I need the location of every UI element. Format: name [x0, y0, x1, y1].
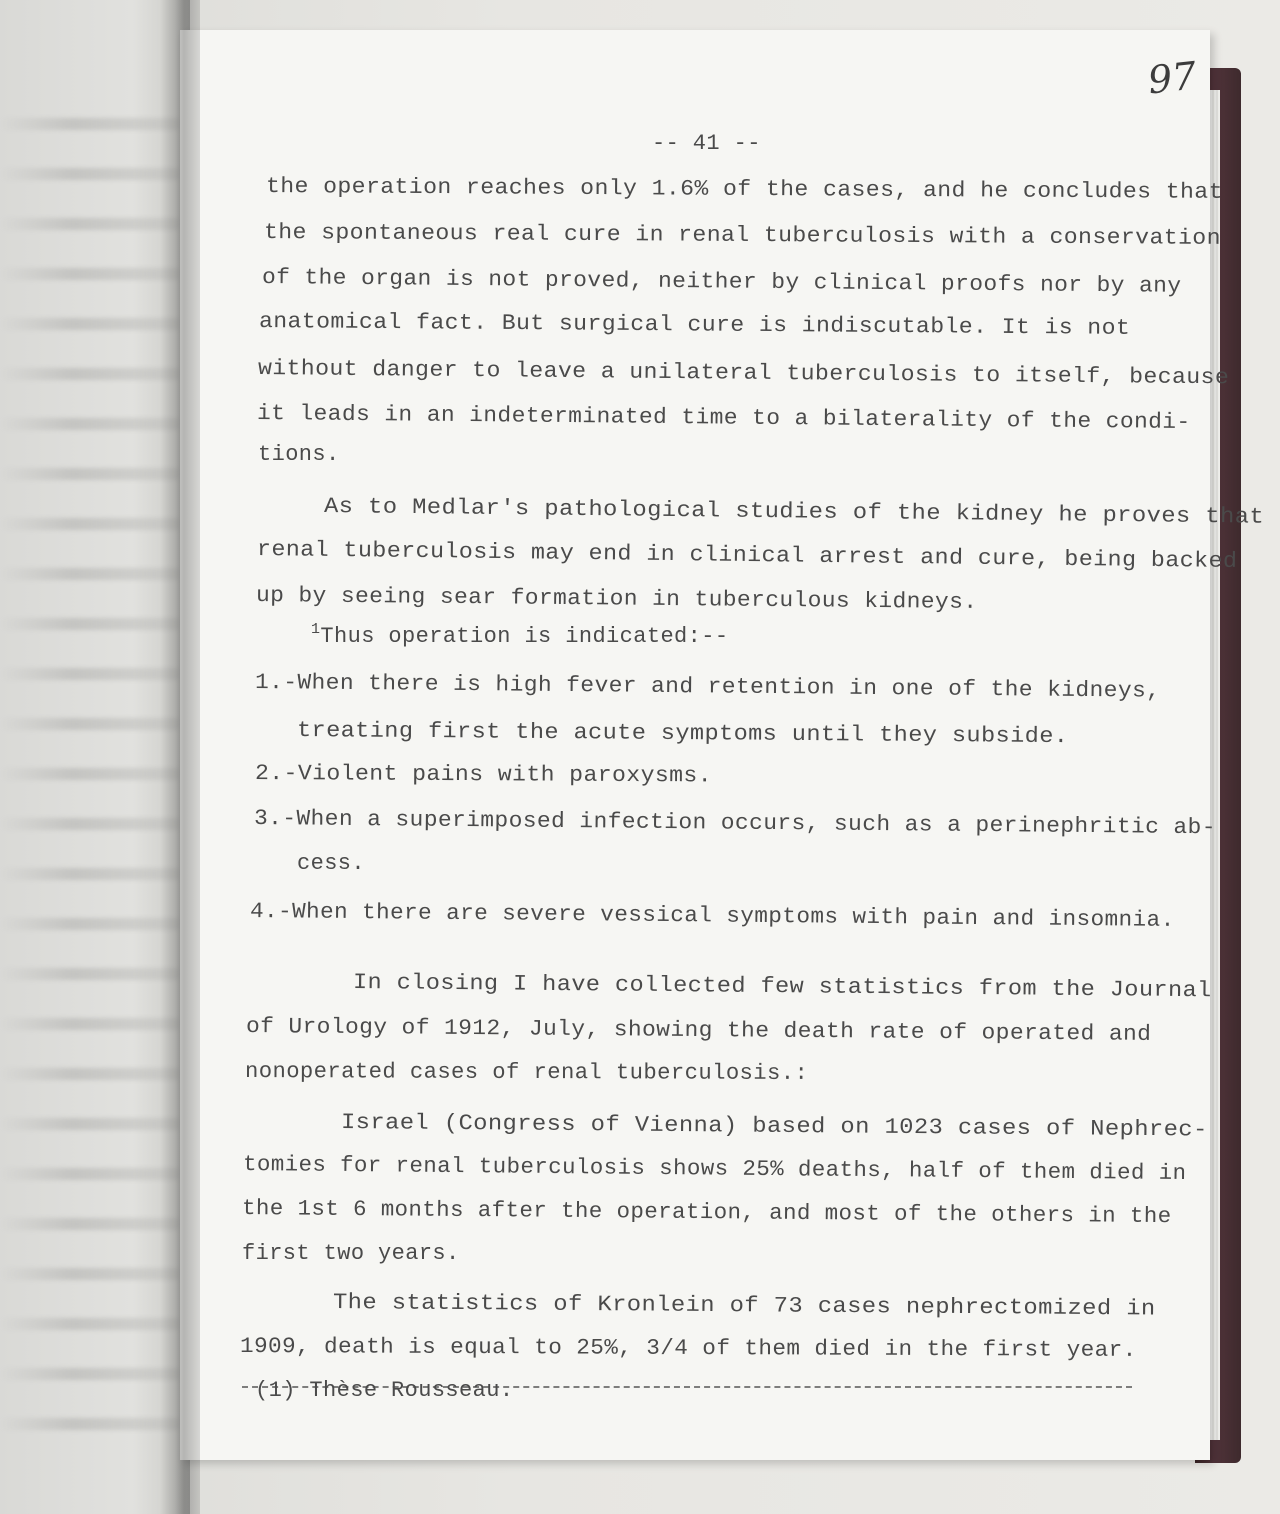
- show-through-line: [0, 218, 180, 230]
- footnote-marker: 1: [311, 621, 321, 638]
- show-through-line: [0, 1018, 180, 1030]
- show-through-line: [0, 768, 180, 780]
- text-line: tomies for renal tuberculosis shows 25% deaths, half of them died in: [242, 1152, 1187, 1187]
- show-through-line: [0, 1368, 180, 1380]
- list-item: 2.-Violent pains with paroxysms.: [254, 761, 713, 789]
- footnote: (1) Thèse Rousseau.: [255, 1378, 514, 1403]
- show-through-line: [0, 1268, 180, 1280]
- show-through-line: [0, 118, 180, 130]
- text-line: renal tuberculosis may end in clinical arrest and cure, being backed: [256, 537, 1238, 574]
- show-through-line: [0, 518, 180, 530]
- text-line: up by seeing sear formation in tuberculous kidneys.: [255, 583, 978, 615]
- show-through-line: [0, 268, 180, 280]
- show-through-line: [0, 1118, 180, 1130]
- text-line: of Urology of 1912, July, showing the death rate of operated and: [245, 1014, 1152, 1047]
- text-line: the spontaneous real cure in renal tuberculosis with a conservation: [263, 220, 1221, 251]
- show-through-line: [0, 718, 180, 730]
- text-line: In closing I have collected few statistics from the Journal: [352, 970, 1212, 1004]
- show-through-line: [0, 918, 180, 930]
- list-item-continuation: treating first the acute symptoms until they subside.: [296, 718, 1069, 750]
- text-line: nonoperated cases of renal tuberculosis.:: [244, 1059, 809, 1086]
- text-line: 1909, death is equal to 25%, 3/4 of them died in the first year.: [239, 1334, 1137, 1363]
- show-through-line: [0, 368, 180, 380]
- show-through-line: [0, 1168, 180, 1180]
- show-through-line: [0, 568, 180, 580]
- text-line: the 1st 6 months after the operation, and most of the others in the: [241, 1196, 1172, 1230]
- show-through-line: [0, 468, 180, 480]
- text-line: Israel (Congress of Vienna) based on 1023 cases of Nephrec-: [340, 1110, 1208, 1143]
- show-through-line: [0, 818, 180, 830]
- show-through-line: [0, 1068, 180, 1080]
- show-through-line: [0, 618, 180, 630]
- show-through-line: [0, 1418, 180, 1430]
- show-through-line: [0, 668, 180, 680]
- list-item-continuation: cess.: [297, 851, 366, 876]
- text-line: the operation reaches only 1.6% of the cases, and he concludes that: [265, 174, 1223, 205]
- text-line: Thus operation is indicated:--: [320, 624, 729, 649]
- text-line: As to Medlar's pathological studies of the kidney he proves that: [323, 494, 1265, 530]
- text-line: first two years.: [242, 1241, 460, 1266]
- show-through-line: [0, 318, 180, 330]
- text-line: The statistics of Kronlein of 73 cases nephrectomized in: [332, 1290, 1156, 1322]
- show-through-line: [0, 168, 180, 180]
- show-through-line: [0, 1318, 180, 1330]
- text-line: tions.: [258, 442, 340, 467]
- text-line: of the organ is not proved, neither by clinical proofs nor by any: [261, 265, 1182, 299]
- show-through-line: [0, 868, 180, 880]
- text-line: without danger to leave a unilateral tuberculosis to itself, because: [257, 356, 1230, 391]
- show-through-line: [0, 418, 180, 430]
- text-line: it leads in an indeterminated time to a bilaterality of the condi-: [256, 401, 1191, 435]
- list-item: 4.-When there are severe vessical symptoms with pain and insomnia.: [249, 899, 1175, 933]
- list-item: 1.-When there is high fever and retention in one of the kidneys,: [254, 670, 1161, 704]
- text-line: anatomical fact. But surgical cure is indiscutable. It is not: [258, 309, 1131, 341]
- folio-number: 97: [1145, 53, 1199, 103]
- text-line-with-footnote: [311, 621, 729, 649]
- book-gutter-shadow: [160, 0, 200, 1514]
- list-item: 3.-When a superimposed infection occurs, such as a perinephritic ab-: [253, 806, 1217, 841]
- page-number: -- 41 --: [652, 131, 761, 156]
- show-through-line: [0, 968, 180, 980]
- show-through-line: [0, 1218, 180, 1230]
